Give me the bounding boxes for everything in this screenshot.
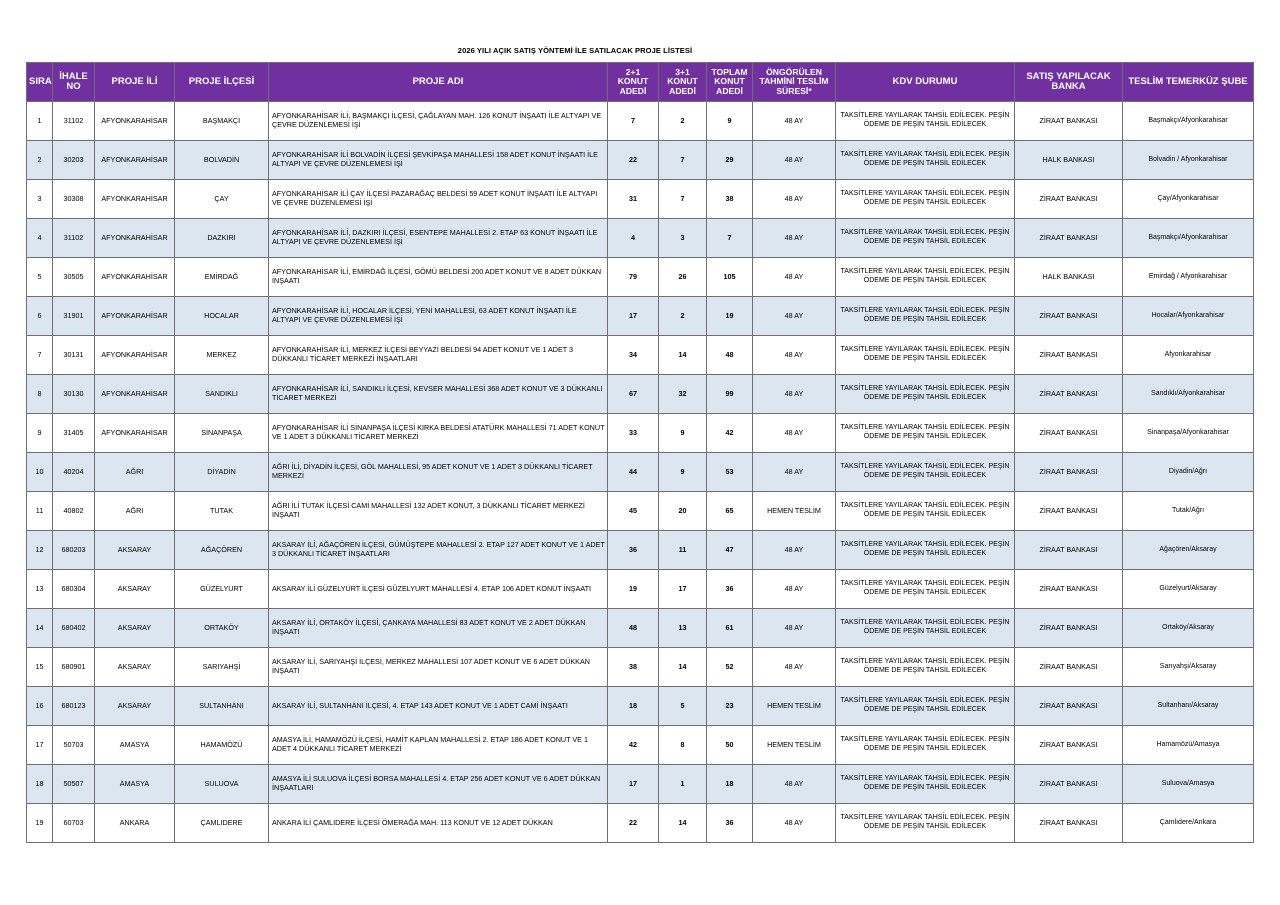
cell-k21: 45 <box>608 492 659 531</box>
cell-ilce: BOLVADİN <box>175 141 269 180</box>
cell-proje: AFYONKARAHİSAR İLİ, SANDIKLI İLÇESİ, KEVSER MAHALLESİ 368 ADET KONUT VE 3 DÜKKANLI TİCARET MERKEZİ <box>269 375 608 414</box>
cell-banka: ZİRAAT BANKASI <box>1015 219 1123 258</box>
cell-kdv: TAKSİTLERE YAYILARAK TAHSİL EDİLECEK. PEŞİN ÖDEME DE PEŞİN TAHSİL EDİLECEK <box>836 258 1015 297</box>
cell-sira: 19 <box>27 804 53 843</box>
cell-toplam: 53 <box>707 453 753 492</box>
cell-proje: AĞRI İLİ TUTAK İLÇESİ CAMİ MAHALLESİ 132 ADET KONUT, 3 DÜKKANLI TİCARET MERKEZİ İNŞAATI <box>269 492 608 531</box>
col-header-toplam-konut: TOPLAM KONUT ADEDİ <box>707 63 753 102</box>
cell-il: AĞRI <box>95 453 175 492</box>
cell-kdv: TAKSİTLERE YAYILARAK TAHSİL EDİLECEK. PEŞİN ÖDEME DE PEŞİN TAHSİL EDİLECEK <box>836 492 1015 531</box>
cell-kdv: TAKSİTLERE YAYILARAK TAHSİL EDİLECEK. PEŞİN ÖDEME DE PEŞİN TAHSİL EDİLECEK <box>836 102 1015 141</box>
cell-k31: 13 <box>659 609 707 648</box>
cell-il: AFYONKARAHİSAR <box>95 336 175 375</box>
cell-sira: 1 <box>27 102 53 141</box>
cell-k31: 7 <box>659 180 707 219</box>
col-header-kdv-durumu: KDV DURUMU <box>836 63 1015 102</box>
cell-ihale: 50703 <box>53 726 95 765</box>
cell-sira: 7 <box>27 336 53 375</box>
cell-ilce: HAMAMÖZÜ <box>175 726 269 765</box>
project-table <box>26 62 1254 843</box>
cell-ilce: GÜZELYURT <box>175 570 269 609</box>
cell-sira: 2 <box>27 141 53 180</box>
cell-banka: ZİRAAT BANKASI <box>1015 531 1123 570</box>
cell-sira: 15 <box>27 648 53 687</box>
cell-banka: ZİRAAT BANKASI <box>1015 570 1123 609</box>
cell-toplam: 42 <box>707 414 753 453</box>
cell-sube: Ortaköy/Aksaray <box>1123 609 1254 648</box>
cell-sira: 4 <box>27 219 53 258</box>
col-header-2-1-konut: 2+1 KONUT ADEDİ <box>608 63 659 102</box>
cell-sube: Afyonkarahisar <box>1123 336 1254 375</box>
col-header-proje-ilcesi: PROJE İLÇESİ <box>175 63 269 102</box>
cell-sira: 12 <box>27 531 53 570</box>
cell-sira: 14 <box>27 609 53 648</box>
cell-toplam: 48 <box>707 336 753 375</box>
cell-sube: Suluova/Amasya <box>1123 765 1254 804</box>
cell-il: AKSARAY <box>95 687 175 726</box>
cell-proje: AKSARAY İLİ, SULTANHANI İLÇESİ, 4. ETAP 143 ADET KONUT VE 1 ADET CAMİ İNŞAATI <box>269 687 608 726</box>
cell-k21: 18 <box>608 687 659 726</box>
cell-sira: 17 <box>27 726 53 765</box>
cell-k21: 38 <box>608 648 659 687</box>
table-row <box>27 492 1254 531</box>
cell-k31: 1 <box>659 765 707 804</box>
cell-toplam: 38 <box>707 180 753 219</box>
cell-teslim: 48 AY <box>753 141 836 180</box>
cell-k21: 34 <box>608 336 659 375</box>
cell-k21: 22 <box>608 804 659 843</box>
cell-ilce: EMİRDAĞ <box>175 258 269 297</box>
cell-il: AFYONKARAHİSAR <box>95 219 175 258</box>
cell-toplam: 99 <box>707 375 753 414</box>
cell-kdv: TAKSİTLERE YAYILARAK TAHSİL EDİLECEK. PEŞİN ÖDEME DE PEŞİN TAHSİL EDİLECEK <box>836 219 1015 258</box>
col-header-teslim-suresi: ÖNGÖRÜLEN TAHMİNİ TESLİM SÜRESİ* <box>753 63 836 102</box>
cell-ilce: SULTANHANI <box>175 687 269 726</box>
cell-banka: ZİRAAT BANKASI <box>1015 804 1123 843</box>
cell-ihale: 31102 <box>53 102 95 141</box>
cell-ilce: MERKEZ <box>175 336 269 375</box>
cell-ilce: DİYADİN <box>175 453 269 492</box>
cell-teslim: 48 AY <box>753 648 836 687</box>
col-header-banka: SATIŞ YAPILACAK BANKA <box>1015 63 1123 102</box>
cell-toplam: 65 <box>707 492 753 531</box>
cell-proje: AFYONKARAHİSAR İLİ, DAZKIRI İLÇESİ, ESENTEPE MAHALLESİ 2. ETAP 63 KONUT İNŞAATI İLE ALTYAPI VE ÇEVRE DÜZENLEMESİ İŞİ <box>269 219 608 258</box>
cell-il: AFYONKARAHİSAR <box>95 414 175 453</box>
cell-k21: 48 <box>608 609 659 648</box>
cell-k31: 3 <box>659 219 707 258</box>
cell-proje: AFYONKARAHİSAR İLİ, EMİRDAĞ İLÇESİ, GÖMÜ BELDESİ 200 ADET KONUT VE 8 ADET DÜKKAN İNŞAATI <box>269 258 608 297</box>
col-header-ihale-no: İHALE NO <box>53 63 95 102</box>
cell-ilce: ORTAKÖY <box>175 609 269 648</box>
table-row <box>27 726 1254 765</box>
table-row <box>27 414 1254 453</box>
cell-proje: AMASYA İLİ SULUOVA İLÇESİ BORSA MAHALLESİ 4. ETAP 256 ADET KONUT VE 6 ADET DÜKKAN İNŞAATLARI <box>269 765 608 804</box>
cell-sira: 3 <box>27 180 53 219</box>
cell-kdv: TAKSİTLERE YAYILARAK TAHSİL EDİLECEK. PEŞİN ÖDEME DE PEŞİN TAHSİL EDİLECEK <box>836 648 1015 687</box>
cell-banka: ZİRAAT BANKASI <box>1015 336 1123 375</box>
cell-ihale: 680901 <box>53 648 95 687</box>
cell-kdv: TAKSİTLERE YAYILARAK TAHSİL EDİLECEK. PEŞİN ÖDEME DE PEŞİN TAHSİL EDİLECEK <box>836 687 1015 726</box>
cell-banka: ZİRAAT BANKASI <box>1015 453 1123 492</box>
cell-proje: AKSARAY İLİ, AĞAÇÖREN İLÇESİ, GÜMÜŞTEPE MAHALLESİ 2. ETAP 127 ADET KONUT VE 1 ADET 3 DÜKKANLI TİCARET İNŞAATLARI <box>269 531 608 570</box>
cell-teslim: 48 AY <box>753 804 836 843</box>
cell-proje: AFYONKARAHİSAR İLİ ÇAY İLÇESİ PAZARAĞAÇ BELDESİ 59 ADET KONUT İNŞAATI İLE ALTYAPI VE ÇEVRE DÜZENLEMESİ İŞİ <box>269 180 608 219</box>
cell-k31: 14 <box>659 336 707 375</box>
cell-k31: 2 <box>659 102 707 141</box>
cell-sira: 9 <box>27 414 53 453</box>
cell-kdv: TAKSİTLERE YAYILARAK TAHSİL EDİLECEK. PEŞİN ÖDEME DE PEŞİN TAHSİL EDİLECEK <box>836 609 1015 648</box>
cell-banka: HALK BANKASI <box>1015 141 1123 180</box>
cell-proje: AFYONKARAHİSAR İLİ SİNANPAŞA İLÇESİ KIRKA BELDESİ ATATÜRK MAHALLESİ 71 ADET KONUT VE 1 ADET 3 DÜKKANLI TİCARET MERKEZİ <box>269 414 608 453</box>
cell-ilce: BAŞMAKÇI <box>175 102 269 141</box>
cell-k31: 20 <box>659 492 707 531</box>
cell-teslim: HEMEN TESLİM <box>753 687 836 726</box>
table-row <box>27 297 1254 336</box>
cell-sube: Diyadin/Ağrı <box>1123 453 1254 492</box>
cell-il: AFYONKARAHİSAR <box>95 180 175 219</box>
table-row <box>27 765 1254 804</box>
document-title: 2026 YILI AÇIK SATIŞ YÖNTEMİ İLE SATILACAK PROJE LİSTESİ <box>457 46 693 55</box>
cell-kdv: TAKSİTLERE YAYILARAK TAHSİL EDİLECEK. PEŞİN ÖDEME DE PEŞİN TAHSİL EDİLECEK <box>836 453 1015 492</box>
cell-il: AMASYA <box>95 765 175 804</box>
cell-toplam: 19 <box>707 297 753 336</box>
table-row <box>27 531 1254 570</box>
cell-k31: 26 <box>659 258 707 297</box>
cell-il: AFYONKARAHİSAR <box>95 375 175 414</box>
cell-sube: Emirdağ / Afyonkarahisar <box>1123 258 1254 297</box>
cell-sube: Güzelyurt/Aksaray <box>1123 570 1254 609</box>
cell-teslim: 48 AY <box>753 102 836 141</box>
cell-k21: 22 <box>608 141 659 180</box>
cell-sube: Sinanpaşa/Afyonkarahisar <box>1123 414 1254 453</box>
cell-k21: 31 <box>608 180 659 219</box>
cell-sube: Ağaçören/Aksaray <box>1123 531 1254 570</box>
cell-toplam: 52 <box>707 648 753 687</box>
cell-proje: AFYONKARAHİSAR İLİ BOLVADİN İLÇESİ ŞEVKİPAŞA MAHALLESİ 158 ADET KONUT İNŞAATI İLE ALTYAPI VE ÇEVRE DÜZENLEMESİ İŞİ <box>269 141 608 180</box>
cell-teslim: 48 AY <box>753 570 836 609</box>
cell-ihale: 40802 <box>53 492 95 531</box>
cell-ihale: 40204 <box>53 453 95 492</box>
cell-ihale: 60703 <box>53 804 95 843</box>
cell-banka: ZİRAAT BANKASI <box>1015 297 1123 336</box>
header-row <box>27 63 1254 102</box>
cell-sira: 5 <box>27 258 53 297</box>
cell-k21: 17 <box>608 765 659 804</box>
cell-ihale: 680203 <box>53 531 95 570</box>
table-row <box>27 453 1254 492</box>
table-row <box>27 219 1254 258</box>
cell-il: AFYONKARAHİSAR <box>95 141 175 180</box>
cell-banka: ZİRAAT BANKASI <box>1015 609 1123 648</box>
cell-ihale: 680123 <box>53 687 95 726</box>
cell-sira: 13 <box>27 570 53 609</box>
cell-k31: 8 <box>659 726 707 765</box>
cell-kdv: TAKSİTLERE YAYILARAK TAHSİL EDİLECEK. PEŞİN ÖDEME DE PEŞİN TAHSİL EDİLECEK <box>836 726 1015 765</box>
col-header-3-1-konut: 3+1 KONUT ADEDİ <box>659 63 707 102</box>
cell-sube: Sandıklı/Afyonkarahisar <box>1123 375 1254 414</box>
cell-banka: ZİRAAT BANKASI <box>1015 687 1123 726</box>
cell-banka: HALK BANKASI <box>1015 258 1123 297</box>
cell-il: AFYONKARAHİSAR <box>95 297 175 336</box>
cell-teslim: 48 AY <box>753 336 836 375</box>
cell-k31: 9 <box>659 453 707 492</box>
cell-ihale: 31901 <box>53 297 95 336</box>
cell-kdv: TAKSİTLERE YAYILARAK TAHSİL EDİLECEK. PEŞİN ÖDEME DE PEŞİN TAHSİL EDİLECEK <box>836 141 1015 180</box>
cell-k31: 14 <box>659 648 707 687</box>
cell-teslim: 48 AY <box>753 414 836 453</box>
cell-ilce: SARIYAHŞİ <box>175 648 269 687</box>
cell-toplam: 29 <box>707 141 753 180</box>
cell-banka: ZİRAAT BANKASI <box>1015 765 1123 804</box>
table-row <box>27 336 1254 375</box>
cell-il: AKSARAY <box>95 531 175 570</box>
cell-k31: 7 <box>659 141 707 180</box>
cell-sube: Sultanhanı/Aksaray <box>1123 687 1254 726</box>
cell-sira: 18 <box>27 765 53 804</box>
cell-teslim: HEMEN TESLİM <box>753 726 836 765</box>
cell-k21: 4 <box>608 219 659 258</box>
cell-k21: 79 <box>608 258 659 297</box>
table-row <box>27 180 1254 219</box>
cell-k21: 44 <box>608 453 659 492</box>
col-header-sira: SIRA <box>27 63 53 102</box>
table-row <box>27 804 1254 843</box>
cell-sira: 16 <box>27 687 53 726</box>
cell-kdv: TAKSİTLERE YAYILARAK TAHSİL EDİLECEK. PEŞİN ÖDEME DE PEŞİN TAHSİL EDİLECEK <box>836 297 1015 336</box>
cell-toplam: 50 <box>707 726 753 765</box>
cell-teslim: 48 AY <box>753 453 836 492</box>
cell-banka: ZİRAAT BANKASI <box>1015 726 1123 765</box>
cell-banka: ZİRAAT BANKASI <box>1015 375 1123 414</box>
cell-sube: Tutak/Ağrı <box>1123 492 1254 531</box>
col-header-proje-adi: PROJE ADI <box>269 63 608 102</box>
cell-k21: 33 <box>608 414 659 453</box>
cell-il: AKSARAY <box>95 648 175 687</box>
cell-teslim: 48 AY <box>753 531 836 570</box>
cell-toplam: 9 <box>707 102 753 141</box>
col-header-proje-ili: PROJE İLİ <box>95 63 175 102</box>
cell-k21: 19 <box>608 570 659 609</box>
cell-toplam: 23 <box>707 687 753 726</box>
cell-ihale: 30130 <box>53 375 95 414</box>
cell-kdv: TAKSİTLERE YAYILARAK TAHSİL EDİLECEK. PEŞİN ÖDEME DE PEŞİN TAHSİL EDİLECEK <box>836 531 1015 570</box>
cell-kdv: TAKSİTLERE YAYILARAK TAHSİL EDİLECEK. PEŞİN ÖDEME DE PEŞİN TAHSİL EDİLECEK <box>836 375 1015 414</box>
cell-ihale: 50507 <box>53 765 95 804</box>
cell-kdv: TAKSİTLERE YAYILARAK TAHSİL EDİLECEK. PEŞİN ÖDEME DE PEŞİN TAHSİL EDİLECEK <box>836 804 1015 843</box>
cell-teslim: 48 AY <box>753 180 836 219</box>
cell-k21: 42 <box>608 726 659 765</box>
cell-ilce: SANDIKLI <box>175 375 269 414</box>
cell-k31: 9 <box>659 414 707 453</box>
cell-kdv: TAKSİTLERE YAYILARAK TAHSİL EDİLECEK. PEŞİN ÖDEME DE PEŞİN TAHSİL EDİLECEK <box>836 570 1015 609</box>
cell-ilce: AĞAÇÖREN <box>175 531 269 570</box>
table-row <box>27 570 1254 609</box>
cell-proje: AFYONKARAHİSAR İLİ, HOCALAR İLÇESİ, YENİ MAHALLESİ, 63 ADET KONUT İNŞAATI İLE ALTYAPI VE ÇEVRE DÜZENLEMESİ İŞİ <box>269 297 608 336</box>
cell-il: AKSARAY <box>95 570 175 609</box>
cell-proje: AKSARAY İLİ, ORTAKÖY İLÇESİ, ÇANKAYA MAHALLESİ 83 ADET KONUT VE 2 ADET DÜKKAN İNŞAATI <box>269 609 608 648</box>
cell-ilce: SULUOVA <box>175 765 269 804</box>
cell-il: AKSARAY <box>95 609 175 648</box>
cell-teslim: 48 AY <box>753 375 836 414</box>
cell-toplam: 61 <box>707 609 753 648</box>
cell-teslim: 48 AY <box>753 297 836 336</box>
cell-proje: AKSARAY İLİ GÜZELYURT İLÇESİ GÜZELYURT MAHALLESİ 4. ETAP 106 ADET KONUT İNŞAATI <box>269 570 608 609</box>
cell-k31: 14 <box>659 804 707 843</box>
cell-ihale: 30203 <box>53 141 95 180</box>
cell-proje: AĞRI İLİ, DİYADİN İLÇESİ, GÖL MAHALLESİ, 95 ADET KONUT VE 1 ADET 3 DÜKKANLI TİCARET MERKEZİ <box>269 453 608 492</box>
cell-ilce: HOCALAR <box>175 297 269 336</box>
cell-k21: 36 <box>608 531 659 570</box>
cell-ihale: 30131 <box>53 336 95 375</box>
cell-ilce: ÇAMLIDERE <box>175 804 269 843</box>
cell-sira: 8 <box>27 375 53 414</box>
cell-sira: 10 <box>27 453 53 492</box>
cell-il: AFYONKARAHİSAR <box>95 102 175 141</box>
cell-sube: Çay/Afyonkarahisar <box>1123 180 1254 219</box>
table-row <box>27 375 1254 414</box>
cell-banka: ZİRAAT BANKASI <box>1015 102 1123 141</box>
cell-k31: 32 <box>659 375 707 414</box>
cell-teslim: 48 AY <box>753 765 836 804</box>
table-row <box>27 648 1254 687</box>
cell-il: AFYONKARAHİSAR <box>95 258 175 297</box>
cell-k31: 2 <box>659 297 707 336</box>
cell-ihale: 30308 <box>53 180 95 219</box>
table-row <box>27 141 1254 180</box>
cell-toplam: 105 <box>707 258 753 297</box>
cell-ilce: SİNANPAŞA <box>175 414 269 453</box>
cell-k21: 67 <box>608 375 659 414</box>
table-row <box>27 687 1254 726</box>
cell-ilce: ÇAY <box>175 180 269 219</box>
cell-toplam: 36 <box>707 570 753 609</box>
cell-sube: Çamlıdere/Ankara <box>1123 804 1254 843</box>
cell-ihale: 680304 <box>53 570 95 609</box>
cell-toplam: 18 <box>707 765 753 804</box>
cell-ilce: TUTAK <box>175 492 269 531</box>
cell-ilce: DAZKIRI <box>175 219 269 258</box>
cell-sira: 11 <box>27 492 53 531</box>
cell-k21: 7 <box>608 102 659 141</box>
cell-sube: Sarıyahşi/Aksaray <box>1123 648 1254 687</box>
cell-kdv: TAKSİTLERE YAYILARAK TAHSİL EDİLECEK. PEŞİN ÖDEME DE PEŞİN TAHSİL EDİLECEK <box>836 180 1015 219</box>
cell-sube: Bolvadin / Afyonkarahisar <box>1123 141 1254 180</box>
cell-sube: Hamamözü/Amasya <box>1123 726 1254 765</box>
col-header-teslim-sube: TESLİM TEMERKÜZ ŞUBE <box>1123 63 1254 102</box>
cell-proje: ANKARA İLİ ÇAMLIDERE İLÇESİ ÖMERAĞA MAH. 113 KONUT VE 12 ADET DÜKKAN <box>269 804 608 843</box>
cell-k21: 17 <box>608 297 659 336</box>
cell-sira: 6 <box>27 297 53 336</box>
cell-il: AMASYA <box>95 726 175 765</box>
cell-teslim: 48 AY <box>753 219 836 258</box>
cell-ihale: 31405 <box>53 414 95 453</box>
cell-sube: Başmakçı/Afyonkarahisar <box>1123 219 1254 258</box>
cell-k31: 17 <box>659 570 707 609</box>
table-row <box>27 609 1254 648</box>
cell-sube: Başmakçı/Afyonkarahisar <box>1123 102 1254 141</box>
cell-ihale: 30505 <box>53 258 95 297</box>
cell-ihale: 31102 <box>53 219 95 258</box>
cell-toplam: 36 <box>707 804 753 843</box>
cell-toplam: 47 <box>707 531 753 570</box>
cell-k31: 11 <box>659 531 707 570</box>
cell-teslim: HEMEN TESLİM <box>753 492 836 531</box>
cell-teslim: 48 AY <box>753 609 836 648</box>
cell-sube: Hocalar/Afyonkarahisar <box>1123 297 1254 336</box>
cell-proje: AMASYA İLİ, HAMAMÖZÜ İLÇESİ, HAMİT KAPLAN MAHALLESİ 2. ETAP 186 ADET KONUT VE 1 ADET 4 DÜKKANLI TİCARET MERKEZİ <box>269 726 608 765</box>
cell-banka: ZİRAAT BANKASI <box>1015 648 1123 687</box>
cell-banka: ZİRAAT BANKASI <box>1015 492 1123 531</box>
cell-k31: 5 <box>659 687 707 726</box>
cell-il: AĞRI <box>95 492 175 531</box>
cell-proje: AKSARAY İLİ, SARIYAHŞİ İLÇESİ, MERKEZ MAHALLESİ 107 ADET KONUT VE 6 ADET DÜKKAN İNŞAATI <box>269 648 608 687</box>
cell-ihale: 680402 <box>53 609 95 648</box>
cell-teslim: 48 AY <box>753 258 836 297</box>
cell-proje: AFYONKARAHİSAR İLİ, MERKEZ İLÇESİ BEYYAZI BELDESİ 94 ADET KONUT VE 1 ADET 3 DÜKKANLI TİCARET MERKEZİ İNŞAATLARI <box>269 336 608 375</box>
cell-il: ANKARA <box>95 804 175 843</box>
cell-banka: ZİRAAT BANKASI <box>1015 414 1123 453</box>
cell-kdv: TAKSİTLERE YAYILARAK TAHSİL EDİLECEK. PEŞİN ÖDEME DE PEŞİN TAHSİL EDİLECEK <box>836 765 1015 804</box>
table-row <box>27 258 1254 297</box>
cell-kdv: TAKSİTLERE YAYILARAK TAHSİL EDİLECEK. PEŞİN ÖDEME DE PEŞİN TAHSİL EDİLECEK <box>836 414 1015 453</box>
cell-banka: ZİRAAT BANKASI <box>1015 180 1123 219</box>
table-row <box>27 102 1254 141</box>
cell-proje: AFYONKARAHİSAR İLİ, BAŞMAKÇI İLÇESİ, ÇAĞLAYAN MAH. 126 KONUT İNŞAATI İLE ALTYAPI VE ÇEVRE DÜZENLEMESİ İŞİ <box>269 102 608 141</box>
cell-kdv: TAKSİTLERE YAYILARAK TAHSİL EDİLECEK. PEŞİN ÖDEME DE PEŞİN TAHSİL EDİLECEK <box>836 336 1015 375</box>
cell-toplam: 7 <box>707 219 753 258</box>
